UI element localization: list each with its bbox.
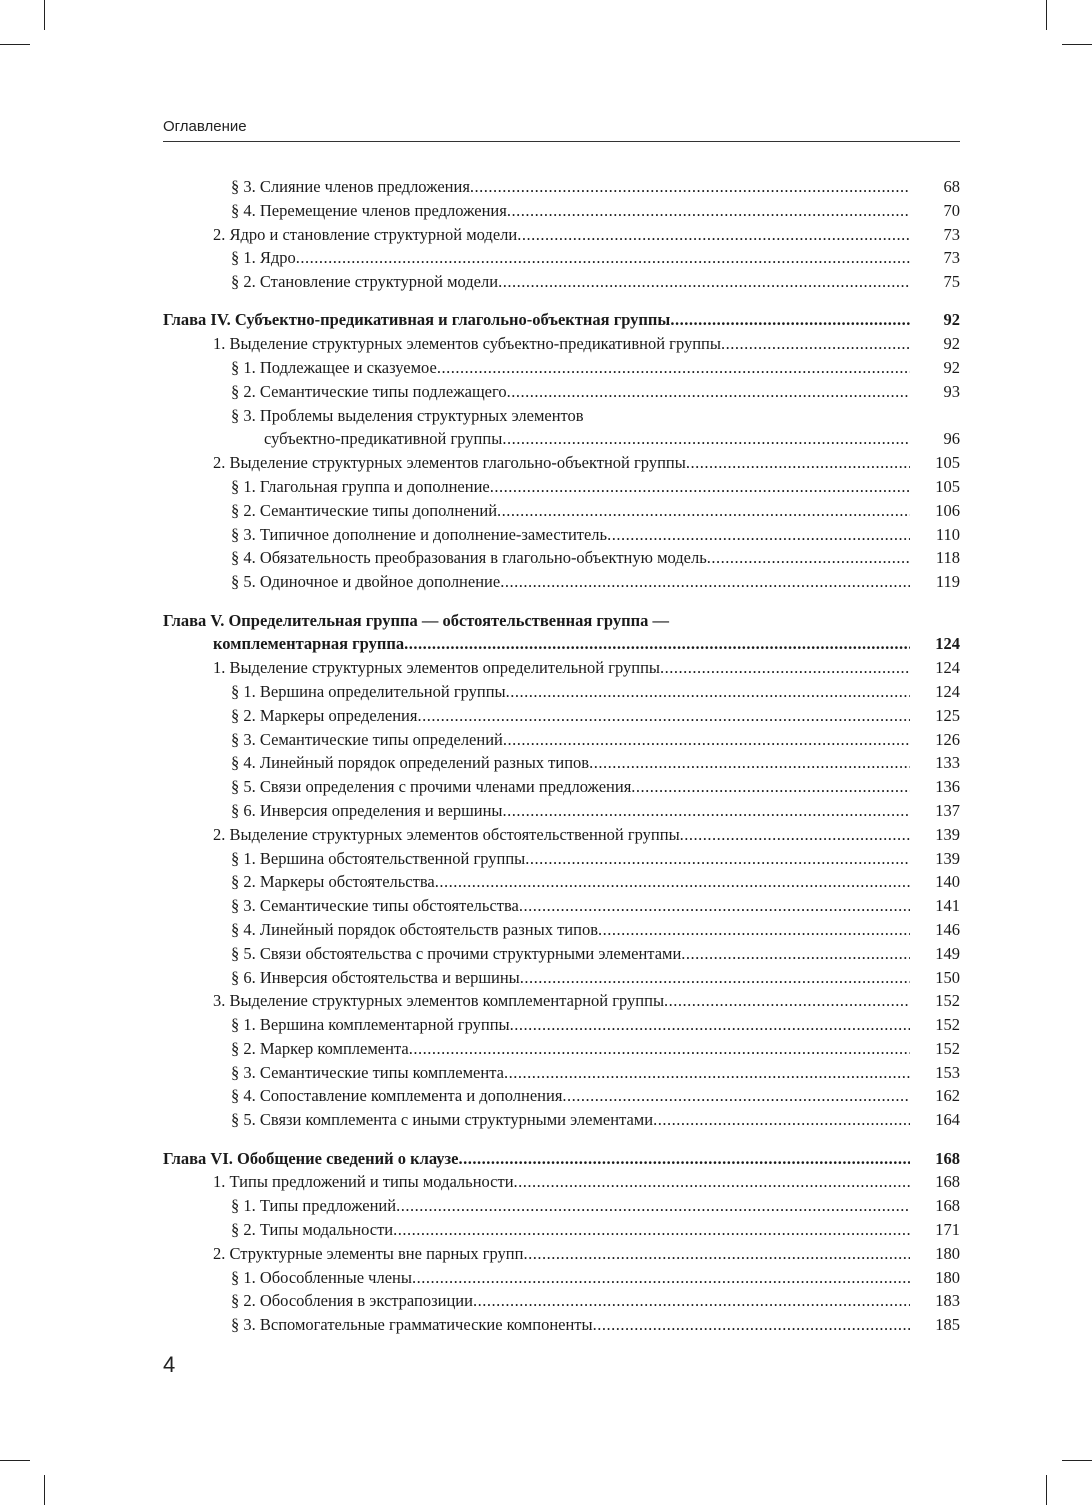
dot-leader <box>296 246 910 270</box>
dot-leader <box>437 356 910 380</box>
toc-entry[interactable] <box>163 332 960 356</box>
toc-entry-lead <box>213 989 910 1013</box>
dot-leader <box>503 799 910 823</box>
toc-page-number: 73 <box>943 224 960 244</box>
toc-entry-lead <box>163 609 910 633</box>
crop-mark <box>44 1475 45 1505</box>
toc-entry-lead <box>231 1037 910 1061</box>
toc-entry-lead <box>231 775 910 799</box>
toc-entry[interactable] <box>163 1266 960 1290</box>
toc-entry-title: § 1. Глагольная группа и дополнение <box>231 477 490 497</box>
dot-leader <box>523 1242 910 1266</box>
toc-entry[interactable] <box>163 870 960 894</box>
toc-entry-lead <box>163 308 910 332</box>
toc-entry[interactable] <box>163 989 960 1013</box>
toc-entry[interactable] <box>163 546 960 570</box>
dot-leader <box>470 175 910 199</box>
dot-leader <box>721 332 910 356</box>
toc-entry-lead <box>231 728 910 752</box>
toc-entry-lead <box>264 427 910 451</box>
toc-entry-lead <box>231 1289 910 1313</box>
toc-entry[interactable] <box>163 1108 960 1132</box>
toc-page-number: 149 <box>935 943 960 963</box>
dot-leader <box>409 1037 910 1061</box>
toc-entry[interactable] <box>163 1218 960 1242</box>
toc-entry-title: § 1. Вершина обстоятельственной группы <box>231 848 526 868</box>
toc-page-number: 92 <box>943 334 960 354</box>
dot-leader <box>562 1084 910 1108</box>
toc-entry-lead <box>231 1194 910 1218</box>
toc-entry[interactable] <box>163 523 960 547</box>
toc-entry[interactable] <box>163 1084 960 1108</box>
toc-entry-title: § 4. Перемещение членов предложения <box>231 200 507 220</box>
toc-entry-lead <box>231 380 910 404</box>
dot-leader <box>519 894 910 918</box>
toc-entry-title: 2. Структурные элементы вне парных групп <box>213 1243 524 1263</box>
toc-entry[interactable] <box>163 894 960 918</box>
toc-entry[interactable] <box>163 1313 960 1337</box>
toc-page-number: 139 <box>935 824 960 844</box>
toc-entry[interactable] <box>163 1037 960 1061</box>
dot-leader <box>510 1013 910 1037</box>
toc-entry[interactable] <box>163 1194 960 1218</box>
toc-entry-lead <box>163 1147 910 1171</box>
toc-entry-title: § 1. Подлежащее и сказуемое <box>231 358 437 378</box>
toc-page-number: 118 <box>935 548 960 568</box>
toc-page-number: 150 <box>935 967 960 987</box>
dot-leader <box>520 966 910 990</box>
dot-leader <box>393 1218 910 1242</box>
dot-leader <box>514 1170 910 1194</box>
toc-entry[interactable] <box>163 404 960 428</box>
crop-mark <box>1046 1475 1047 1505</box>
dot-leader <box>435 870 910 894</box>
toc-page-number: 152 <box>935 1015 960 1035</box>
toc-page-number: 183 <box>935 1291 960 1311</box>
toc-entry[interactable] <box>163 918 960 942</box>
toc-page-number: 185 <box>935 1315 960 1335</box>
dot-leader <box>653 1108 910 1132</box>
dot-leader <box>473 1289 910 1313</box>
toc-entry-lead <box>231 1108 910 1132</box>
toc-page-number: 153 <box>935 1062 960 1082</box>
toc-entry-lead <box>231 894 910 918</box>
toc-entry-title: § 3. Типичное дополнение и дополнение-заместитель <box>231 524 608 544</box>
toc-entry-lead <box>231 942 910 966</box>
toc-entry-title: § 6. Инверсия обстоятельства и вершины <box>231 967 520 987</box>
toc-entry-lead <box>231 356 910 380</box>
toc-entry[interactable] <box>163 199 960 223</box>
toc-entry-title: 2. Ядро и становление структурной модели <box>213 224 518 244</box>
toc-entry[interactable] <box>163 942 960 966</box>
toc-entry-title: 3. Выделение структурных элементов комплементарной группы <box>213 991 665 1011</box>
toc-entry[interactable] <box>163 823 960 847</box>
toc-entry[interactable] <box>163 656 960 680</box>
dot-leader <box>507 380 910 404</box>
toc-entry[interactable] <box>163 704 960 728</box>
dot-leader <box>502 427 910 451</box>
toc-entry-title: § 2. Обособления в экстрапозиции <box>231 1291 473 1311</box>
toc-page-number: 68 <box>943 177 960 196</box>
toc-entry-lead <box>213 823 910 847</box>
toc-page-number: 124 <box>935 681 960 701</box>
crop-mark <box>44 0 45 30</box>
crop-mark <box>1046 0 1047 30</box>
toc-entry-lead <box>231 475 910 499</box>
toc-entry[interactable] <box>163 1289 960 1313</box>
toc-page-number: 164 <box>935 1110 960 1130</box>
dot-leader <box>589 751 910 775</box>
toc-chapter-entry[interactable] <box>163 609 960 633</box>
toc-entry-title: Глава VI. Обобщение сведений о клаузе <box>163 1148 459 1168</box>
toc-entry-title: § 2. Маркеры определения <box>231 705 418 725</box>
toc-page-number: 152 <box>935 1038 960 1058</box>
toc-page-number: 140 <box>935 872 960 892</box>
toc-entry-lead <box>231 847 910 871</box>
toc-entry-lead <box>231 270 910 294</box>
toc-entry-title: § 2. Семантические типы подлежащего <box>231 381 507 401</box>
toc-entry[interactable] <box>163 632 960 656</box>
toc-entry-title: § 3. Семантические типы обстоятельства <box>231 896 519 916</box>
toc-entry[interactable] <box>163 775 960 799</box>
toc-entry[interactable] <box>163 246 960 270</box>
toc-entry-lead <box>231 546 910 570</box>
crop-mark <box>1062 1460 1092 1461</box>
dot-leader <box>680 823 910 847</box>
toc-entry[interactable] <box>163 847 960 871</box>
toc-page-number: 92 <box>943 310 960 330</box>
toc-entry-title: § 1. Вершина комплементарной группы <box>231 1015 510 1035</box>
toc-page-number: 168 <box>935 1148 960 1168</box>
toc-entry[interactable] <box>163 475 960 499</box>
dot-leader <box>598 918 910 942</box>
toc-chapter-entry[interactable] <box>163 308 960 332</box>
toc-entry-lead <box>231 404 910 428</box>
toc-entry-lead <box>231 870 910 894</box>
toc-entry-lead <box>213 451 910 475</box>
toc-page-number: 180 <box>935 1243 960 1263</box>
toc-entry-lead <box>231 570 910 594</box>
toc-page-number: 92 <box>943 358 960 378</box>
dot-leader <box>686 451 910 475</box>
dot-leader <box>506 680 910 704</box>
toc-entry-title: субъектно-предикативной группы <box>264 429 503 449</box>
toc-entry[interactable] <box>163 223 960 247</box>
table-of-contents <box>163 175 960 1337</box>
toc-entry[interactable] <box>163 570 960 594</box>
toc-entry[interactable] <box>163 1061 960 1085</box>
dot-leader <box>459 1147 910 1171</box>
toc-entry-lead <box>231 523 910 547</box>
toc-entry-title: § 1. Типы предложений <box>231 1196 397 1216</box>
toc-page-number: 110 <box>935 524 960 544</box>
toc-entry-lead <box>213 332 910 356</box>
dot-leader <box>498 270 910 294</box>
toc-entry-lead <box>231 1218 910 1242</box>
toc-entry[interactable] <box>163 499 960 523</box>
toc-entry-lead <box>231 1013 910 1037</box>
toc-page-number: 137 <box>935 800 960 820</box>
toc-entry-lead <box>231 704 910 728</box>
toc-entry-lead <box>231 499 910 523</box>
toc-entry-title: 1. Выделение структурных элементов субъектно-предикативной группы <box>213 334 721 354</box>
dot-leader <box>497 499 910 523</box>
toc-entry-title: § 1. Обособленные члены <box>231 1267 412 1287</box>
toc-page-number: 119 <box>935 572 960 592</box>
crop-mark <box>0 1460 30 1461</box>
dot-leader <box>517 223 910 247</box>
dot-leader <box>670 308 910 332</box>
toc-page-number: 152 <box>935 991 960 1011</box>
toc-entry[interactable] <box>163 270 960 294</box>
toc-entry[interactable] <box>163 1242 960 1266</box>
toc-entry-title: § 3. Проблемы выделения структурных элементов <box>231 405 584 425</box>
toc-entry-lead <box>213 632 910 656</box>
toc-entry-title: § 4. Линейный порядок обстоятельств разных типов <box>231 919 598 939</box>
toc-entry-title: § 1. Вершина определительной группы <box>231 681 506 701</box>
toc-page-number: 73 <box>943 248 960 268</box>
crop-mark <box>0 44 30 45</box>
toc-page-number: 162 <box>935 1086 960 1106</box>
toc-entry-title: 2. Выделение структурных элементов глагольно-объектной группы <box>213 453 686 473</box>
dot-leader <box>507 199 910 223</box>
toc-entry[interactable] <box>163 356 960 380</box>
dot-leader <box>504 1061 910 1085</box>
toc-entry[interactable] <box>163 451 960 475</box>
toc-page-number: 124 <box>935 658 960 678</box>
toc-entry-lead <box>231 966 910 990</box>
toc-entry-title: § 5. Связи обстоятельства с прочими структурными элементами <box>231 943 682 963</box>
toc-entry[interactable] <box>163 427 960 451</box>
toc-entry-lead <box>213 1242 910 1266</box>
toc-entry-title: § 2. Типы модальности <box>231 1219 394 1239</box>
dot-leader <box>664 989 910 1013</box>
toc-entry-title: § 3. Вспомогательные грамматические компоненты <box>231 1315 593 1335</box>
running-head: Оглавление <box>163 118 960 142</box>
toc-entry-title: § 3. Семантические типы комплемента <box>231 1062 504 1082</box>
dot-leader <box>404 632 910 656</box>
toc-page-number: 93 <box>943 381 960 401</box>
toc-page-number: 124 <box>935 634 960 654</box>
toc-page-number: 139 <box>935 848 960 868</box>
dot-leader <box>631 775 910 799</box>
crop-mark <box>1062 44 1092 45</box>
toc-entry-title: § 2. Семантические типы дополнений <box>231 500 498 520</box>
toc-entry-title: § 5. Связи определения с прочими членами предложения <box>231 777 632 797</box>
toc-entry-lead <box>231 1061 910 1085</box>
toc-entry-title: § 4. Обязательность преобразования в глагольно-объектную модель <box>231 548 707 568</box>
toc-entry[interactable] <box>163 175 960 199</box>
toc-entry-title: 1. Выделение структурных элементов определительной группы <box>213 658 661 678</box>
toc-page-number: 75 <box>943 272 960 292</box>
toc-entry-lead <box>231 1084 910 1108</box>
toc-entry-title: Глава IV. Субъектно-предикативная и глагольно-объектная группы <box>163 310 671 330</box>
toc-entry-lead <box>231 680 910 704</box>
toc-entry-lead <box>213 223 910 247</box>
dot-leader <box>396 1194 910 1218</box>
toc-entry[interactable] <box>163 380 960 404</box>
toc-entry-lead <box>231 751 910 775</box>
dot-leader <box>593 1313 910 1337</box>
toc-entry-title: § 2. Становление структурной модели <box>231 272 499 292</box>
toc-entry-lead <box>231 1313 910 1337</box>
toc-entry-lead <box>231 799 910 823</box>
toc-page-number: 146 <box>935 919 960 939</box>
toc-entry-title: § 2. Маркеры обстоятельства <box>231 872 435 892</box>
toc-entry-title: § 2. Маркер комплемента <box>231 1038 409 1058</box>
page-number: 4 <box>163 1352 176 1377</box>
toc-entry[interactable] <box>163 751 960 775</box>
toc-entry-lead <box>231 199 910 223</box>
dot-leader <box>500 570 910 594</box>
dot-leader <box>503 728 910 752</box>
toc-entry-lead <box>231 175 910 199</box>
toc-entry-title: комплементарная группа <box>213 634 405 654</box>
toc-page-number: 171 <box>935 1219 960 1239</box>
dot-leader <box>490 475 910 499</box>
toc-entry-lead <box>213 1170 910 1194</box>
toc-entry-title: § 1. Ядро <box>231 248 296 268</box>
toc-entry-title: 2. Выделение структурных элементов обстоятельственной группы <box>213 824 680 844</box>
section-gap <box>163 294 960 309</box>
dot-leader <box>607 523 910 547</box>
dot-leader <box>525 847 910 871</box>
toc-page-number: 168 <box>935 1172 960 1192</box>
toc-entry-title: § 4. Линейный порядок определений разных типов <box>231 753 590 773</box>
toc-page-number: 105 <box>935 453 960 473</box>
toc-entry[interactable] <box>163 799 960 823</box>
toc-entry-title: § 3. Слияние членов предложения <box>231 177 470 196</box>
toc-entry-title: § 4. Сопоставление комплемента и дополнения <box>231 1086 563 1106</box>
dot-leader <box>417 704 910 728</box>
toc-entry[interactable] <box>163 1013 960 1037</box>
section-gap <box>163 594 960 609</box>
toc-page-number: 106 <box>935 500 960 520</box>
toc-page-number: 133 <box>935 753 960 773</box>
toc-chapter-entry[interactable] <box>163 1147 960 1171</box>
toc-entry-title: § 6. Инверсия определения и вершины <box>231 800 503 820</box>
toc-entry-title: § 5. Одиночное и двойное дополнение <box>231 572 501 592</box>
toc-entry-lead <box>231 918 910 942</box>
toc-page-number: 105 <box>935 477 960 497</box>
toc-page-number: 168 <box>935 1196 960 1216</box>
toc-entry-title: § 5. Связи комплемента с иными структурными элементами <box>231 1110 654 1130</box>
toc-page-number: 125 <box>935 705 960 725</box>
toc-entry[interactable] <box>163 1170 960 1194</box>
toc-entry-title: 1. Типы предложений и типы модальности <box>213 1172 514 1192</box>
toc-page-number: 96 <box>943 429 960 449</box>
toc-entry-title: § 3. Семантические типы определений <box>231 729 503 749</box>
toc-entry-title: Глава V. Определительная группа — обстоятельственная группа — <box>163 610 670 630</box>
section-gap <box>163 1132 960 1147</box>
toc-page-number: 136 <box>935 777 960 797</box>
dot-leader <box>412 1266 910 1290</box>
toc-entry-lead <box>231 246 910 270</box>
toc-entry[interactable] <box>163 728 960 752</box>
toc-page-number: 141 <box>935 896 960 916</box>
toc-entry[interactable] <box>163 966 960 990</box>
toc-page-number: 70 <box>943 200 960 220</box>
toc-entry[interactable] <box>163 680 960 704</box>
toc-page-number: 126 <box>935 729 960 749</box>
toc-page-number: 180 <box>935 1267 960 1287</box>
dot-leader <box>660 656 910 680</box>
toc-entry-lead <box>213 656 910 680</box>
toc-entry-lead <box>231 1266 910 1290</box>
dot-leader <box>681 942 910 966</box>
dot-leader <box>707 546 910 570</box>
